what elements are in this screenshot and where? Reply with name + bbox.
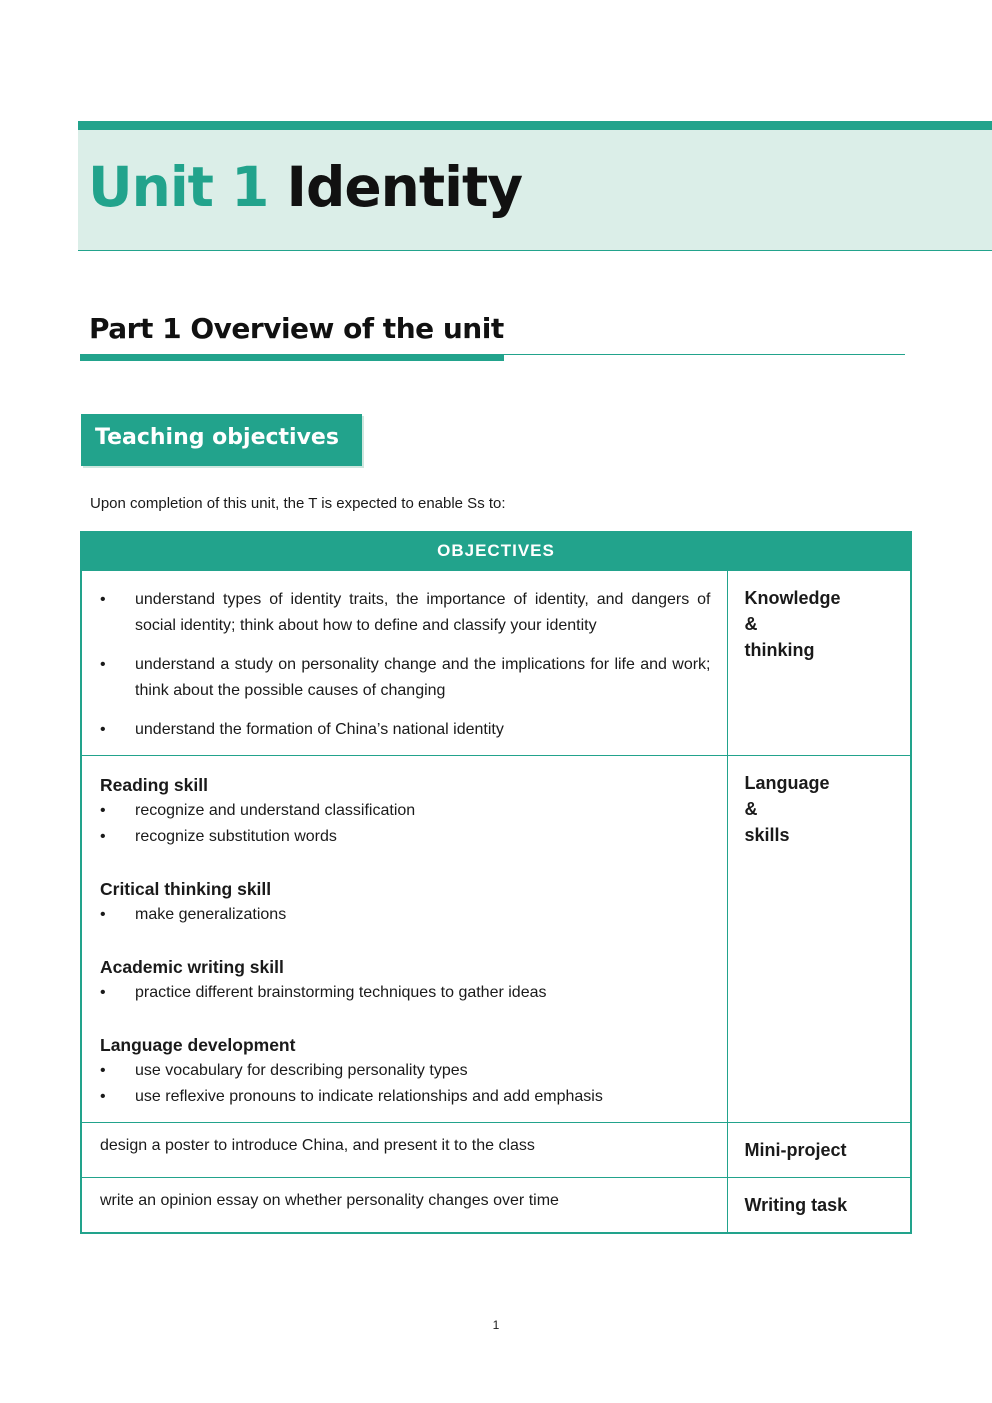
list-item: • practice different brainstorming techniques to gather ideas — [100, 980, 711, 1006]
knowledge-list — [100, 587, 711, 743]
list-item: • understand types of identity traits, the importance of identity, and dangers of social identity; think about how to define and classify your identity — [100, 587, 711, 639]
mini-project-category: Mini-project — [727, 1122, 911, 1177]
skill-list — [100, 980, 711, 1006]
objectives-table — [80, 531, 912, 1234]
list-item: • use reflexive pronouns to indicate relationships and add emphasis — [100, 1084, 711, 1110]
list-item: • recognize substitution words — [100, 824, 711, 850]
intro-text: Upon completion of this unit, the T is expected to enable Ss to: — [90, 495, 506, 512]
writing-task-cell: write an opinion essay on whether personality changes over time — [81, 1177, 727, 1233]
language-cell — [81, 755, 727, 1122]
table-row — [81, 1122, 911, 1177]
table-row — [81, 570, 911, 755]
section-badge: Teaching objectives — [81, 414, 362, 466]
unit-number: Unit 1 — [88, 155, 269, 219]
knowledge-cell — [81, 570, 727, 755]
list-item: • recognize and understand classification — [100, 798, 711, 824]
skill-list — [100, 1058, 711, 1110]
skill-group-language-development — [100, 1032, 711, 1110]
category-line: thinking — [744, 639, 815, 660]
table-row — [81, 755, 911, 1122]
skill-title: Academic writing skill — [100, 956, 284, 977]
skill-title: Reading skill — [100, 774, 208, 795]
writing-task-category: Writing task — [727, 1177, 911, 1233]
category-line: skills — [744, 824, 790, 845]
skill-group-reading — [100, 772, 711, 850]
skill-list — [100, 798, 711, 850]
skill-list — [100, 902, 711, 928]
list-item: • make generalizations — [100, 902, 711, 928]
mini-project-cell: design a poster to introduce China, and present it to the class — [81, 1122, 727, 1177]
page-number: 1 — [492, 1318, 500, 1332]
list-item: • understand a study on personality change and the implications for life and work; think about the possible causes of changing — [100, 652, 711, 704]
category-line: & — [744, 613, 758, 634]
list-item: • use vocabulary for describing personality types — [100, 1058, 711, 1084]
unit-name: Identity — [286, 155, 523, 219]
category-line: Knowledge — [744, 587, 841, 608]
category-line: Language — [744, 772, 830, 793]
skill-title: Critical thinking skill — [100, 878, 272, 899]
unit-banner — [78, 121, 992, 251]
part-divider-accent — [80, 354, 504, 361]
category-line: & — [744, 798, 758, 819]
part-heading: Part 1 Overview of the unit — [89, 312, 504, 345]
objectives-header: OBJECTIVES — [81, 532, 911, 570]
list-item: • understand the formation of China’s national identity — [100, 717, 711, 743]
skill-title: Language development — [100, 1034, 296, 1055]
language-category — [727, 755, 911, 1122]
table-row — [81, 1177, 911, 1233]
unit-title — [88, 155, 523, 219]
knowledge-category — [727, 570, 911, 755]
skill-group-critical-thinking — [100, 876, 711, 928]
skill-group-academic-writing — [100, 954, 711, 1006]
